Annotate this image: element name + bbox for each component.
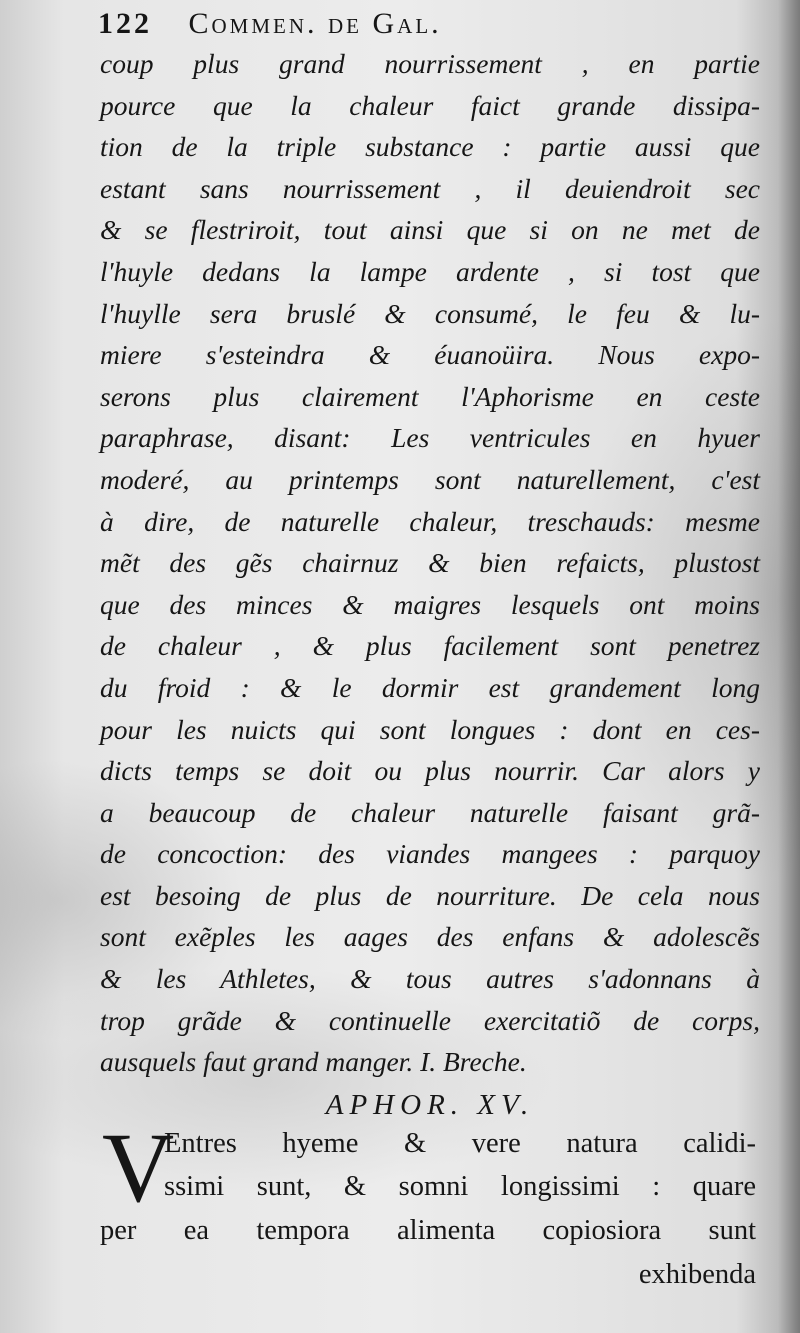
commentary-line: estant sans nourrissement , il deuiendroit sec bbox=[100, 172, 760, 204]
commentary-line: serons plus clairement l'Aphorisme en ceste bbox=[100, 380, 760, 412]
drop-cap: V bbox=[102, 1112, 175, 1223]
commentary-line: paraphrase, disant: Les ventricules en hyuer bbox=[100, 422, 760, 454]
commentary-line: ausquels faut grand manger. I. Breche. bbox=[100, 1046, 527, 1078]
commentary-line: a beaucoup de chaleur naturelle faisant grã- bbox=[100, 796, 760, 828]
commentary-line: moderé, au printemps sont naturellement, c'est bbox=[100, 463, 760, 495]
running-head-title: Commen. de Gal. bbox=[188, 7, 442, 40]
commentary-line: miere s'esteindra & éuanoüira. Nous expo- bbox=[100, 339, 760, 371]
commentary-line: & les Athletes, & tous autres s'adonnans à bbox=[100, 963, 760, 995]
aphorism-text bbox=[100, 1112, 760, 1312]
commentary-line: est besoing de plus de nourriture. De cela nous bbox=[100, 879, 760, 911]
commentary-line: coup plus grand nourrissement , en partie bbox=[100, 48, 760, 79]
commentary-line: pour les nuicts qui sont longues : dont en ces- bbox=[100, 713, 760, 745]
commentary-line: dicts temps se doit ou plus nourrir. Car alors y bbox=[100, 755, 760, 787]
commentary-line: tion de la triple substance : partie aussi que bbox=[100, 131, 760, 163]
commentary-line: l'huylle sera bruslé & consumé, le feu & lu- bbox=[100, 297, 760, 329]
commentary-line: l'huyle dedans la lampe ardente , si tost que bbox=[100, 255, 760, 287]
commentary-text bbox=[100, 43, 760, 1083]
aphorism-heading: APHOR. XV. bbox=[325, 1089, 535, 1121]
commentary-line: à dire, de naturelle chaleur, treschauds: mesme bbox=[100, 505, 760, 537]
commentary-line: de chaleur , & plus facilement sont penetrez bbox=[100, 630, 760, 662]
running-head bbox=[98, 4, 758, 44]
commentary-line: & se flestriroit, tout ainsi que si on ne met de bbox=[100, 214, 760, 246]
commentary-line: mẽt des gẽs chairnuz & bien refaicts, plustost bbox=[100, 547, 760, 579]
commentary-line: de concoction: des viandes mangees : parquoy bbox=[100, 838, 760, 870]
aphorism-line: Entres hyeme & vere natura calidi- bbox=[164, 1128, 756, 1159]
page-number: 122 bbox=[98, 7, 152, 40]
commentary-line: sont exẽples les aages des enfans & adolescẽs bbox=[100, 921, 760, 953]
aphorism-line: ssimi sunt, & somni longissimi : quare bbox=[164, 1171, 756, 1202]
aphorism-line: exhibenda bbox=[638, 1259, 756, 1290]
commentary-line: du froid : & le dormir est grandement long bbox=[100, 671, 760, 703]
commentary-line: pource que la chaleur faict grande dissipa- bbox=[100, 89, 760, 121]
gutter-shadow bbox=[778, 0, 800, 1333]
aphorism-line: per ea tempora alimenta copiosiora sunt bbox=[100, 1215, 756, 1246]
commentary-line: trop grãde & continuelle exercitatiõ de corps, bbox=[100, 1004, 760, 1036]
commentary-line: que des minces & maigres lesquels ont moins bbox=[100, 588, 760, 620]
